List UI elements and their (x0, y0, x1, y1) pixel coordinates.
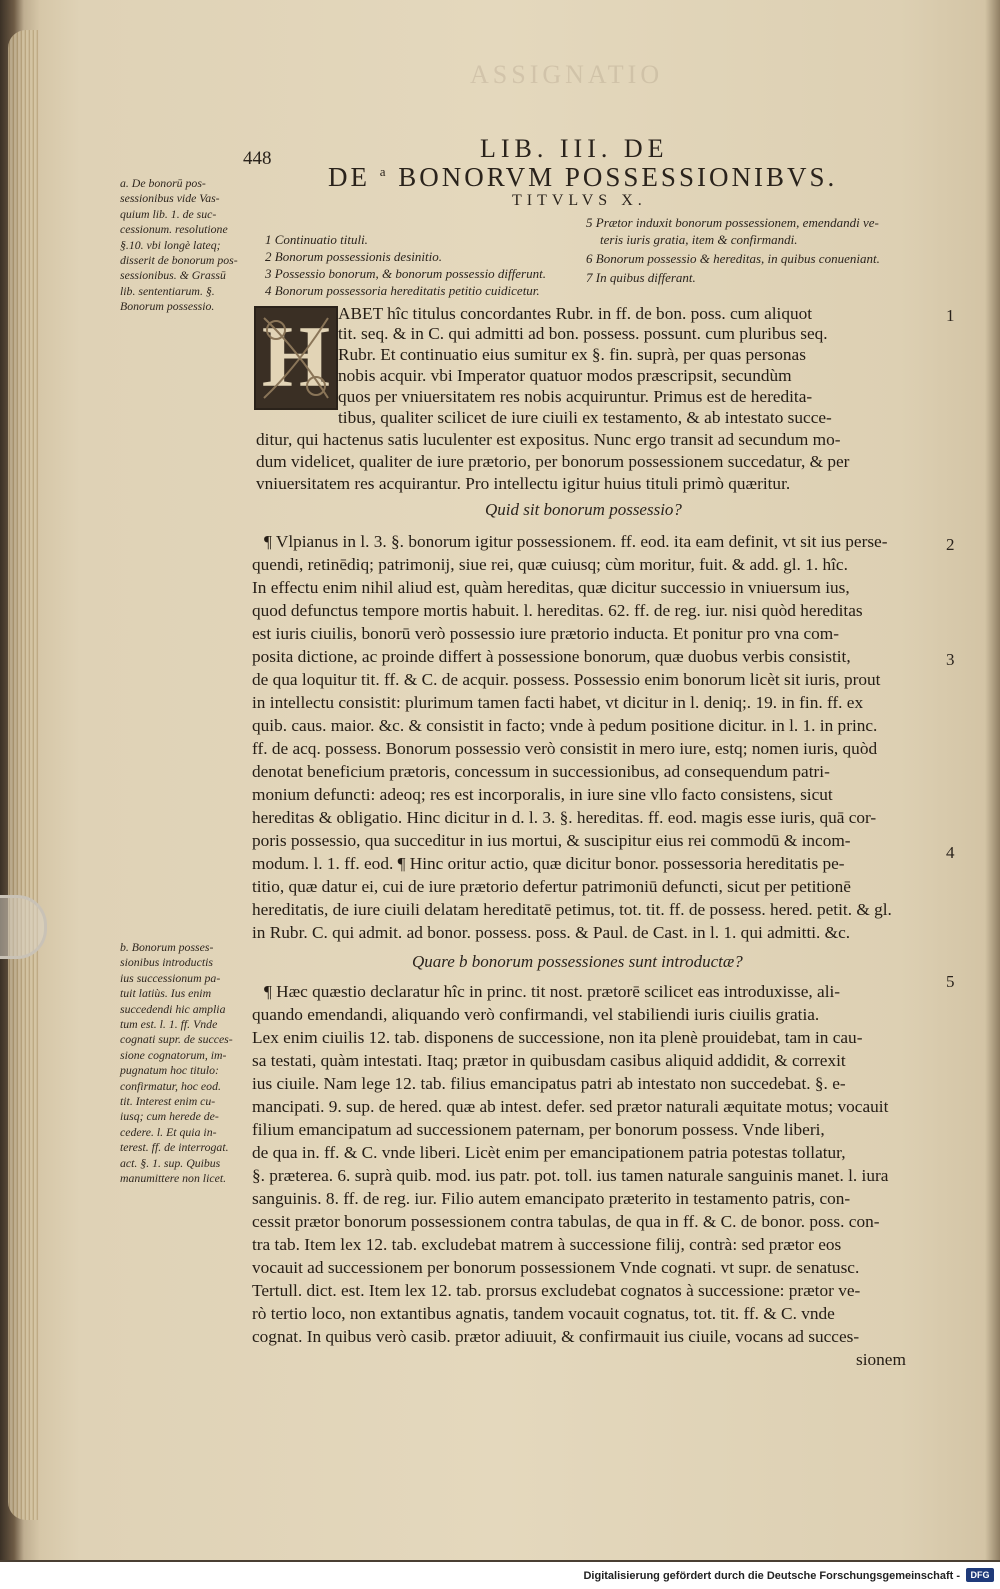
question-heading: Quare b bonorum possessiones sunt introductæ? (412, 952, 743, 971)
text-line: Rubr. Et continuatio eius sumitur ex §. fin. suprà, per quas personas (338, 345, 806, 364)
title-prefix: DE (328, 162, 370, 192)
footer-credit: Digitalisierung gefördert durch die Deutsche Forschungsgemeinschaft - (583, 1570, 960, 1582)
text-line: vniuersitatem res acquirantur. Pro intellectu igitur huius tituli primò quæritur. (256, 474, 791, 493)
summary-item: 4 Bonorum possessoria hereditatis petitio cuidicetur. (265, 283, 540, 298)
title-note-mark: a (379, 164, 389, 179)
summary-item: 7 In quibus differant. (586, 270, 696, 285)
note-line: cedere. l. Et quia in- (120, 1124, 217, 1139)
text-line: Tertull. dict. est. Item lex 12. tab. prorsus excludebat cognatos à successione: prætor ve- (252, 1281, 861, 1300)
margin-number: 2 (946, 535, 955, 554)
note-line: terest. ff. de interrogat. (120, 1140, 229, 1155)
text-line: ABET hîc titulus concordantes Rubr. in ff. de bon. poss. cum aliquot (338, 304, 813, 323)
page-edge-stack (8, 30, 38, 1520)
text-line: sanguinis. 8. ff. de reg. iur. Filio autem emancipato præterito in testamento patris, con- (252, 1189, 851, 1208)
note-line: §.10. vbi longè lateq; (120, 237, 221, 252)
text-line: ¶ Hæc quæstio declaratur hîc in princ. tit nost. prætorē scilicet eas introduxisse, ali- (264, 982, 841, 1001)
note-line: ius successionum pa- (120, 970, 221, 985)
text-line: posita dictione, ac proinde differt à possessione bonorum, quæ duobus verbis consistit, (252, 647, 851, 666)
decorated-initial (254, 306, 338, 410)
text-line: ius ciuile. Nam lege 12. tab. filius emancipatus patri ab intestato non succedebat. §. e- (252, 1074, 846, 1093)
note-line: manumittere non licet. (120, 1171, 227, 1186)
note-line: sione cognatorum, im- (120, 1047, 227, 1062)
text-line: In effectu enim nihil aliud est, quàm hereditas, quæ dicitur successio in vniuersum ius, (252, 578, 850, 597)
note-line: cognati supr. de succes- (120, 1032, 233, 1047)
note-line: succedendi hic amplia (120, 1001, 226, 1016)
text-line: cognat. In quibus verò casib. prætor adiuuit, & confirmauit ius ciuile, vocans ad succes- (252, 1327, 860, 1346)
summary-item: 2 Bonorum possessionis desinitio. (265, 249, 442, 264)
text-line: in Rubr. C. qui admit. ad bonor. possess. poss. & Paul. de Cast. in l. 1. qui admitti. &c. (252, 923, 851, 942)
text-line: quib. caus. maior. &c. & consistit in facto; vnde à pedum positione dicitur. in l. 1. in princ. (252, 716, 878, 735)
text-line: ¶ Vlpianus in l. 3. §. bonorum igitur possessionem. ff. eod. ita eam definit, vt sit ius perse- (264, 532, 888, 551)
question-heading: Quid sit bonorum possessio? (485, 500, 682, 519)
text-line: de qua loquitur tit. ff. & C. de acquir. possess. Possessio enim bonorum licèt sit iuris, prout (252, 670, 881, 689)
note-line: sessionibus vide Vas- (120, 191, 220, 206)
note-line: tit. Interest enim cu- (120, 1094, 216, 1109)
text-line: quos per vniuersitatem res nobis acquiruntur. Primus est de heredita- (338, 387, 813, 406)
titulus-heading: TITVLVS X. (512, 192, 647, 209)
note-line: act. §. 1. sup. Quibus (120, 1155, 221, 1170)
note-line: pugnatum hoc titulo: (120, 1063, 219, 1078)
text-line: de qua in. ff. & C. vnde liberi. Licèt enim per emancipationem patria potestas tollatur, (252, 1143, 846, 1162)
marginal-note-b (120, 940, 250, 1187)
text-line: poris possessio, qua succeditur in ius mortui, & suscipitur eius rei commodū & incom- (252, 831, 851, 850)
margin-number: 1 (946, 306, 955, 325)
text-line: ditur, qui hactenus satis luculenter est expositus. Nunc ergo transit ad secundum mo- (256, 430, 841, 449)
text-line: cessit prætor bonorum possessionem contra tabulas, de qua in ff. & C. de bonor. poss. con- (252, 1212, 880, 1231)
text-line: rò tertio loco, non extantibus agnatis, tandem vocauit cognatus, tot. tit. ff. & C. vnde (252, 1304, 835, 1323)
text-line: dum videlicet, qualiter de iure prætorio, per bonorum possessionem succedatur, & per (256, 452, 850, 471)
text-line: monium defuncti: adeoq; res est incorporalis, in iure sine vllo facto consistens, sicut (252, 785, 833, 804)
text-line: tibus, qualiter scilicet de iure ciuili ex testamento, & ab intestato succe- (338, 408, 832, 427)
note-line: Bonorum possessio. (120, 299, 215, 314)
text-line: §. præterea. 6. suprà quib. mod. ius patr. pot. toll. ius tamen naturale sanguinis manet. l. iura (252, 1166, 889, 1185)
summary-item: 1 Continuatio tituli. (265, 232, 368, 247)
note-line: disserit de bonorum pos- (120, 253, 238, 268)
note-line: tum est. l. 1. ff. Vnde (120, 1017, 218, 1032)
catchword: sionem (856, 1350, 906, 1369)
note-line: confirmatur, hoc eod. (120, 1078, 221, 1093)
paper-clip (0, 895, 47, 959)
margin-number: 5 (946, 972, 955, 991)
initial-letter: H (261, 309, 331, 406)
text-line: vocauit ad successionem per bonorum possessionem Vnde cognati. vt supr. de senatusc. (252, 1258, 860, 1277)
bleed-through-text: ASSIGNATIO (470, 60, 664, 89)
text-line: Lex enim ciuilis 12. tab. disponens de successione, non ita plenè prouidebat, tam in cau- (252, 1028, 863, 1047)
margin-number: 4 (946, 843, 955, 862)
text-line: quod defunctus tempore mortis habuit. l. hereditas. 62. ff. de reg. iur. nisi quòd hereditas (252, 601, 863, 620)
marginal-note-a (120, 176, 250, 315)
note-line: sionibus introductis (120, 955, 213, 970)
note-line: b. Bonorum posses- (120, 940, 214, 954)
text-line: quando emendandi, aliquando verò confirmandi, vel stabiliendi iuris ciuilis gratia. (252, 1005, 820, 1024)
text-line: sa testati, quàm intestati. Itaq; prætor in quibusdam casibus aliquid addidit, & correxit (252, 1051, 846, 1070)
note-line: sessionibus. & Grassū (120, 268, 226, 283)
note-line: a. De bonorū pos- (120, 176, 206, 190)
text-line: hereditas & obligatio. Hinc dicitur in d. l. 3. §. hereditas. ff. eod. magis esse iuris, quā cor- (252, 808, 877, 827)
text-line: tit. seq. & in C. qui admitti ad bon. possess. possunt. cum pluribus seq. (338, 324, 828, 343)
text-line: hereditatis, de iure ciuili delatam hereditatē petimus, tot. tit. ff. de possess. hered. petit. & gl. (252, 900, 892, 919)
running-head: LIB. III. DE (480, 134, 669, 163)
text-line: denotat beneficium prætoris, concessum in successionibus, ad consequendum patri- (252, 762, 830, 781)
text-line: tra tab. Item lex 12. tab. excludebat matrem à successione filij, contrà: sed prætor eos (252, 1235, 842, 1254)
text-line: titio, quæ datur ei, cui de iure prætorio defertur patrimoniū defuncti, sicut per petitionē (252, 877, 851, 896)
text-line: in intellectu consistit: plurimum tamen facti habet, vt dicitur in l. deniq;. 19. in fin. ff. ex (252, 693, 864, 712)
note-line: iusq; cum herede de- (120, 1109, 219, 1124)
text-line: est iuris ciuilis, bonorū verò possessio iure prætorio inducta. Et ponitur pro vna com- (252, 624, 839, 643)
text-line: modum. l. 1. ff. eod. ¶ Hinc oritur actio, quæ dicitur bonor. possessoria hereditatis pe- (252, 854, 845, 873)
note-line: lib. sententiarum. §. (120, 283, 215, 298)
margin-number: 3 (946, 650, 955, 669)
note-line: tuit latiùs. Ius enim (120, 986, 212, 1001)
initial-ornament-icon (256, 308, 336, 408)
title-rest: BONORVM POSSESSIONIBVS. (398, 162, 838, 192)
text-line: ff. de acq. possess. Bonorum possessio verò consistit in mero iure, estq; nomen iuris, quòd (252, 739, 878, 758)
summary-item: 6 Bonorum possessio & hereditas, in quibus conueniant. (586, 251, 880, 266)
text-line: filium emancipatum ad successionem paternam, per bonorum possess. Vnde liberi, (252, 1120, 825, 1139)
chapter-title (328, 162, 837, 193)
summary-item: teris iuris gratia, item & confirmandi. (600, 232, 798, 247)
text-line: quendi, retinēdiq; patrimonij, siue rei, quæ cuiusq; cùm moritur, fuit. & add. gl. 1. hîc. (252, 555, 848, 574)
summary-item: 3 Possessio bonorum, & bonorum possessio differunt. (265, 266, 546, 281)
digitization-footer (0, 1562, 1000, 1589)
folio-number: 448 (243, 148, 272, 169)
text-line: nobis acquir. vbi Imperator quatuor modos præscripsit, secundùm (338, 366, 792, 385)
text-line: mancipati. 9. sup. de hered. quæ ab intest. defer. sed prætor naturali æquitate motus; vocauit (252, 1097, 889, 1116)
note-line: quium lib. 1. de suc- (120, 206, 217, 221)
summary-item: 5 Prætor induxit bonorum possessionem, emendandi ve- (586, 215, 879, 230)
dfg-logo: DFG (966, 1568, 994, 1582)
note-line: cessionum. resolutione (120, 222, 228, 237)
